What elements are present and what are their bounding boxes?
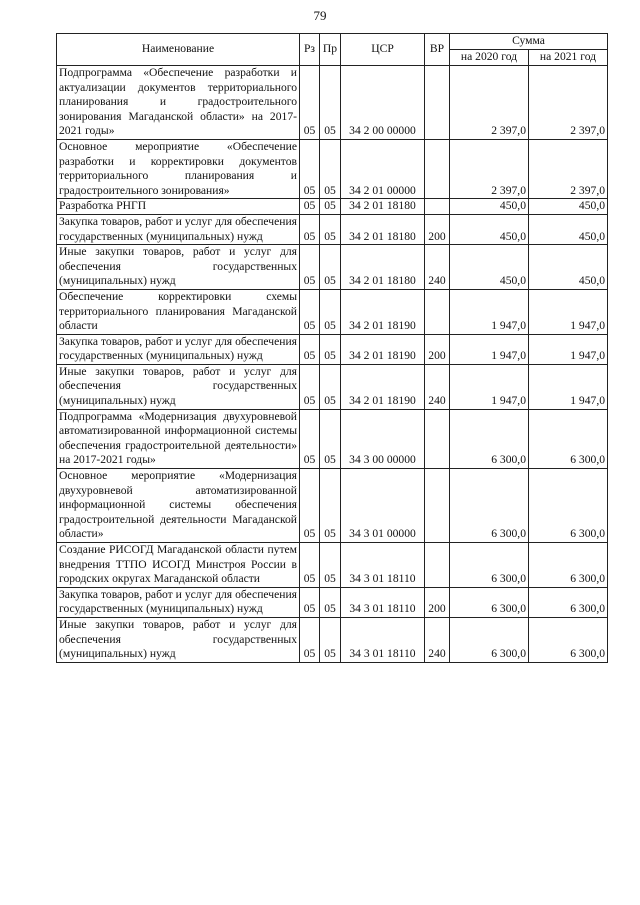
header-sum: Сумма	[450, 34, 608, 50]
row-name-cell: Основное мероприятие «Обеспечение разработки и корректировки документов территориального планирования и градостроительного зонирования»	[57, 139, 300, 198]
header-vr: ВР	[425, 34, 450, 66]
row-rz-cell: 05	[300, 66, 320, 140]
row-sum-2020-cell: 6 300,0	[450, 469, 529, 543]
table-body	[57, 66, 608, 663]
row-csr-cell: 34 2 01 18190	[341, 334, 425, 364]
row-rz-cell: 05	[300, 543, 320, 588]
row-name-cell: Подпрограмма «Обеспечение разработки и актуализации документов территориального планирования и градостроительного зонирования Магаданской области» на 2017-2021 годы»	[57, 66, 300, 140]
row-csr-cell: 34 2 01 18190	[341, 289, 425, 334]
table-row	[57, 66, 608, 140]
table-row	[57, 334, 608, 364]
header-csr: ЦСР	[341, 34, 425, 66]
row-csr-cell: 34 3 01 18110	[341, 617, 425, 662]
row-vr-cell: 240	[425, 617, 450, 662]
row-csr-cell: 34 3 00 00000	[341, 409, 425, 468]
row-name-cell: Иные закупки товаров, работ и услуг для обеспечения государственных (муниципальных) нужд	[57, 617, 300, 662]
page-number: 79	[313, 8, 327, 23]
row-sum-2021-cell: 2 397,0	[529, 139, 608, 198]
row-pr-cell: 05	[320, 334, 341, 364]
row-sum-2020-cell: 6 300,0	[450, 543, 529, 588]
row-rz-cell: 05	[300, 334, 320, 364]
row-sum-2020-cell: 2 397,0	[450, 66, 529, 140]
table-row	[57, 617, 608, 662]
row-pr-cell: 05	[320, 214, 341, 244]
row-name-cell: Разработка РНГП	[57, 199, 300, 215]
row-rz-cell: 05	[300, 364, 320, 409]
row-name-cell: Иные закупки товаров, работ и услуг для обеспечения государственных (муниципальных) нужд	[57, 364, 300, 409]
row-name-cell: Закупка товаров, работ и услуг для обеспечения государственных (муниципальных) нужд	[57, 334, 300, 364]
row-pr-cell: 05	[320, 409, 341, 468]
table-row	[57, 199, 608, 215]
row-name-cell: Основное мероприятие «Модернизация двухуровневой автоматизированной информационной системы обеспечения градостроительной деятельности Магаданской области»	[57, 469, 300, 543]
row-rz-cell: 05	[300, 139, 320, 198]
row-csr-cell: 34 3 01 18110	[341, 587, 425, 617]
row-name-cell: Иные закупки товаров, работ и услуг для обеспечения государственных (муниципальных) нужд	[57, 245, 300, 290]
header-name: Наименование	[57, 34, 300, 66]
row-csr-cell: 34 2 00 00000	[341, 66, 425, 140]
row-pr-cell: 05	[320, 66, 341, 140]
header-pr: Пр	[320, 34, 341, 66]
row-vr-cell	[425, 469, 450, 543]
row-name-cell: Закупка товаров, работ и услуг для обеспечения государственных (муниципальных) нужд	[57, 587, 300, 617]
row-pr-cell: 05	[320, 469, 341, 543]
row-sum-2020-cell: 1 947,0	[450, 364, 529, 409]
row-sum-2021-cell: 450,0	[529, 199, 608, 215]
row-pr-cell: 05	[320, 139, 341, 198]
row-csr-cell: 34 3 01 18110	[341, 543, 425, 588]
row-vr-cell	[425, 289, 450, 334]
header-year-2020: на 2020 год	[450, 50, 529, 66]
row-sum-2020-cell: 6 300,0	[450, 587, 529, 617]
row-vr-cell: 240	[425, 364, 450, 409]
row-pr-cell: 05	[320, 199, 341, 215]
table-header	[57, 34, 608, 66]
row-csr-cell: 34 2 01 18180	[341, 214, 425, 244]
row-sum-2021-cell: 450,0	[529, 245, 608, 290]
row-pr-cell: 05	[320, 364, 341, 409]
table-row	[57, 587, 608, 617]
row-sum-2021-cell: 6 300,0	[529, 469, 608, 543]
row-pr-cell: 05	[320, 289, 341, 334]
row-sum-2020-cell: 6 300,0	[450, 617, 529, 662]
row-name-cell: Создание РИСОГД Магаданской области путем внедрения ТТПО ИСОГД Минстроя России в городских округах Магаданской области	[57, 543, 300, 588]
row-rz-cell: 05	[300, 587, 320, 617]
row-pr-cell: 05	[320, 587, 341, 617]
row-rz-cell: 05	[300, 245, 320, 290]
row-sum-2020-cell: 450,0	[450, 214, 529, 244]
table-row	[57, 139, 608, 198]
row-rz-cell: 05	[300, 617, 320, 662]
row-vr-cell: 240	[425, 245, 450, 290]
row-sum-2020-cell: 450,0	[450, 199, 529, 215]
row-csr-cell: 34 2 01 18180	[341, 245, 425, 290]
row-csr-cell: 34 3 01 00000	[341, 469, 425, 543]
table-row	[57, 289, 608, 334]
row-pr-cell: 05	[320, 245, 341, 290]
row-name-cell: Подпрограмма «Модернизация двухуровневой автоматизированной информационной системы обеспечения градостроительной деятельности» на 2017-2021 годы»	[57, 409, 300, 468]
row-sum-2021-cell: 6 300,0	[529, 409, 608, 468]
row-vr-cell	[425, 199, 450, 215]
row-csr-cell: 34 2 01 18180	[341, 199, 425, 215]
row-rz-cell: 05	[300, 199, 320, 215]
budget-table	[56, 33, 608, 663]
table-row	[57, 364, 608, 409]
row-rz-cell: 05	[300, 409, 320, 468]
row-sum-2021-cell: 1 947,0	[529, 334, 608, 364]
row-vr-cell: 200	[425, 334, 450, 364]
row-vr-cell	[425, 139, 450, 198]
row-sum-2020-cell: 2 397,0	[450, 139, 529, 198]
row-vr-cell: 200	[425, 214, 450, 244]
row-pr-cell: 05	[320, 617, 341, 662]
row-vr-cell	[425, 66, 450, 140]
row-rz-cell: 05	[300, 469, 320, 543]
row-sum-2020-cell: 450,0	[450, 245, 529, 290]
header-rz: Рз	[300, 34, 320, 66]
row-sum-2021-cell: 450,0	[529, 214, 608, 244]
row-name-cell: Обеспечение корректировки схемы территориального планирования Магаданской области	[57, 289, 300, 334]
row-sum-2021-cell: 6 300,0	[529, 587, 608, 617]
table-row	[57, 469, 608, 543]
table-row	[57, 214, 608, 244]
row-vr-cell	[425, 409, 450, 468]
table-row	[57, 409, 608, 468]
row-rz-cell: 05	[300, 289, 320, 334]
row-csr-cell: 34 2 01 18190	[341, 364, 425, 409]
row-csr-cell: 34 2 01 00000	[341, 139, 425, 198]
row-rz-cell: 05	[300, 214, 320, 244]
row-sum-2020-cell: 1 947,0	[450, 289, 529, 334]
row-sum-2021-cell: 2 397,0	[529, 66, 608, 140]
row-sum-2021-cell: 1 947,0	[529, 289, 608, 334]
header-year-2021: на 2021 год	[529, 50, 608, 66]
row-sum-2020-cell: 6 300,0	[450, 409, 529, 468]
table-row	[57, 543, 608, 588]
row-sum-2021-cell: 6 300,0	[529, 543, 608, 588]
row-vr-cell	[425, 543, 450, 588]
row-sum-2020-cell: 1 947,0	[450, 334, 529, 364]
table-row	[57, 245, 608, 290]
row-vr-cell: 200	[425, 587, 450, 617]
row-name-cell: Закупка товаров, работ и услуг для обеспечения государственных (муниципальных) нужд	[57, 214, 300, 244]
row-pr-cell: 05	[320, 543, 341, 588]
row-sum-2021-cell: 1 947,0	[529, 364, 608, 409]
row-sum-2021-cell: 6 300,0	[529, 617, 608, 662]
